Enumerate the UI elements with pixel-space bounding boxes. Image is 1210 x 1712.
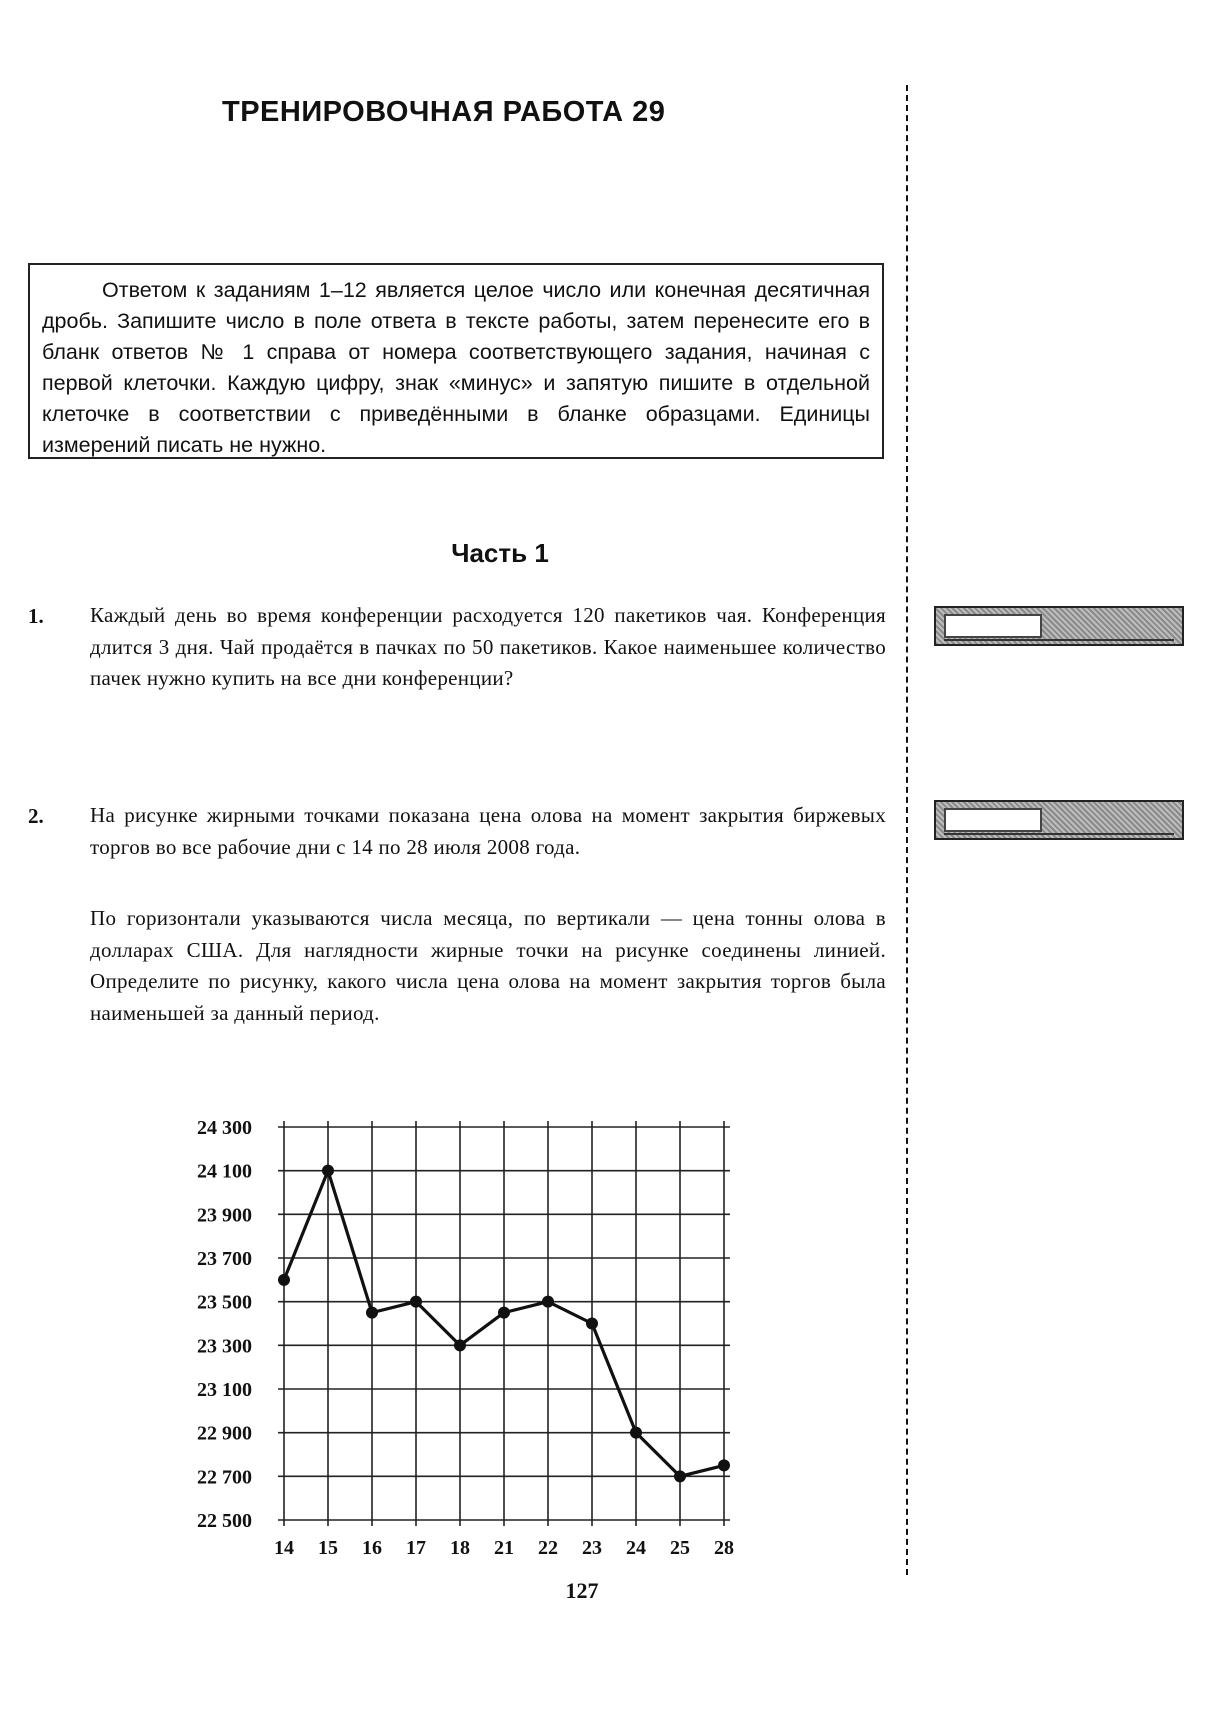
- page-number: 127: [565, 1578, 599, 1603]
- y-tick-label: 24 100: [197, 1160, 252, 1183]
- question-2-text-cont: По горизонтали указываются числа месяца, по вертикали — цена тонны олова в долларах США. Для наглядности жирные точки на рисунке соединены линией. Определите по рисунку, какого числа цена олова на момент закрытия торгов была наименьшей за данный период.: [90, 906, 886, 1025]
- x-tick-label: 25: [670, 1537, 690, 1559]
- cut-line: [906, 85, 908, 1575]
- x-tick-label: 14: [274, 1537, 294, 1559]
- data-point: [278, 1274, 290, 1286]
- question-1-text: Каждый день во время конференции расходуется 120 пакетиков чая. Конференция длится 3 дня. Чай продаётся в пачках по 50 пакетиков. Какое наименьшее количество пачек нужно купить на все дни конференции?: [90, 603, 886, 690]
- y-tick-label: 24 300: [197, 1117, 252, 1139]
- page-title: ТРЕНИРОВОЧНАЯ РАБОТА 29: [222, 96, 666, 128]
- answer-box-1-rule: [944, 639, 1174, 641]
- x-tick-label: 17: [406, 1537, 426, 1559]
- question-2-text: На рисунке жирными точками показана цена олова на момент закрытия биржевых торгов во все рабочие дни с 14 по 28 июля 2008 года.: [90, 803, 886, 859]
- x-tick-label: 22: [538, 1537, 558, 1559]
- data-point: [674, 1470, 686, 1482]
- answer-box-1[interactable]: [934, 606, 1184, 646]
- y-tick-label: 23 300: [197, 1335, 252, 1358]
- question-2-number: 2.: [28, 804, 44, 828]
- y-tick-label: 22 500: [197, 1510, 252, 1532]
- y-tick-label: 23 700: [197, 1248, 252, 1270]
- y-tick-label: 23 900: [197, 1204, 252, 1227]
- instructions-box: Ответом к заданиям 1–12 является целое число или конечная десятичная дробь. Запишите число в поле ответа в тексте работы, затем перенесите его в бланк ответов № 1 справа от номера соответствующего задания, начиная с первой клеточки. Каждую цифру, знак «минус» и запятую пишите в отдельной клеточке в соответствии с приведёнными в бланке образцами. Единицы измерений писать не нужно.: [28, 263, 884, 459]
- y-tick-label: 23 100: [197, 1379, 252, 1401]
- data-point: [366, 1307, 378, 1319]
- data-point: [718, 1459, 730, 1471]
- y-tick-label: 23 500: [197, 1291, 252, 1314]
- x-tick-label: 21: [494, 1537, 514, 1559]
- answer-field-2[interactable]: [944, 808, 1042, 832]
- x-tick-label: 23: [582, 1537, 602, 1559]
- data-point: [542, 1296, 554, 1308]
- data-point: [410, 1296, 422, 1308]
- data-point: [498, 1307, 510, 1319]
- data-point: [586, 1318, 598, 1330]
- data-point: [322, 1165, 334, 1177]
- y-tick-label: 22 900: [197, 1422, 252, 1445]
- data-point: [454, 1339, 466, 1351]
- y-tick-label: 22 700: [197, 1466, 252, 1489]
- x-tick-label: 24: [626, 1537, 646, 1559]
- answer-box-2-rule: [944, 833, 1174, 835]
- data-point: [630, 1427, 642, 1439]
- x-tick-label: 16: [362, 1537, 382, 1559]
- x-tick-label: 15: [318, 1537, 338, 1559]
- x-tick-label: 18: [450, 1537, 470, 1559]
- question-1-number: 1.: [28, 604, 44, 628]
- x-tick-label: 28: [714, 1537, 734, 1559]
- answer-box-2[interactable]: [934, 800, 1184, 840]
- tin-price-chart: [0, 1095, 760, 1565]
- answer-field-1[interactable]: [944, 614, 1042, 638]
- part-title: Часть 1: [451, 538, 549, 568]
